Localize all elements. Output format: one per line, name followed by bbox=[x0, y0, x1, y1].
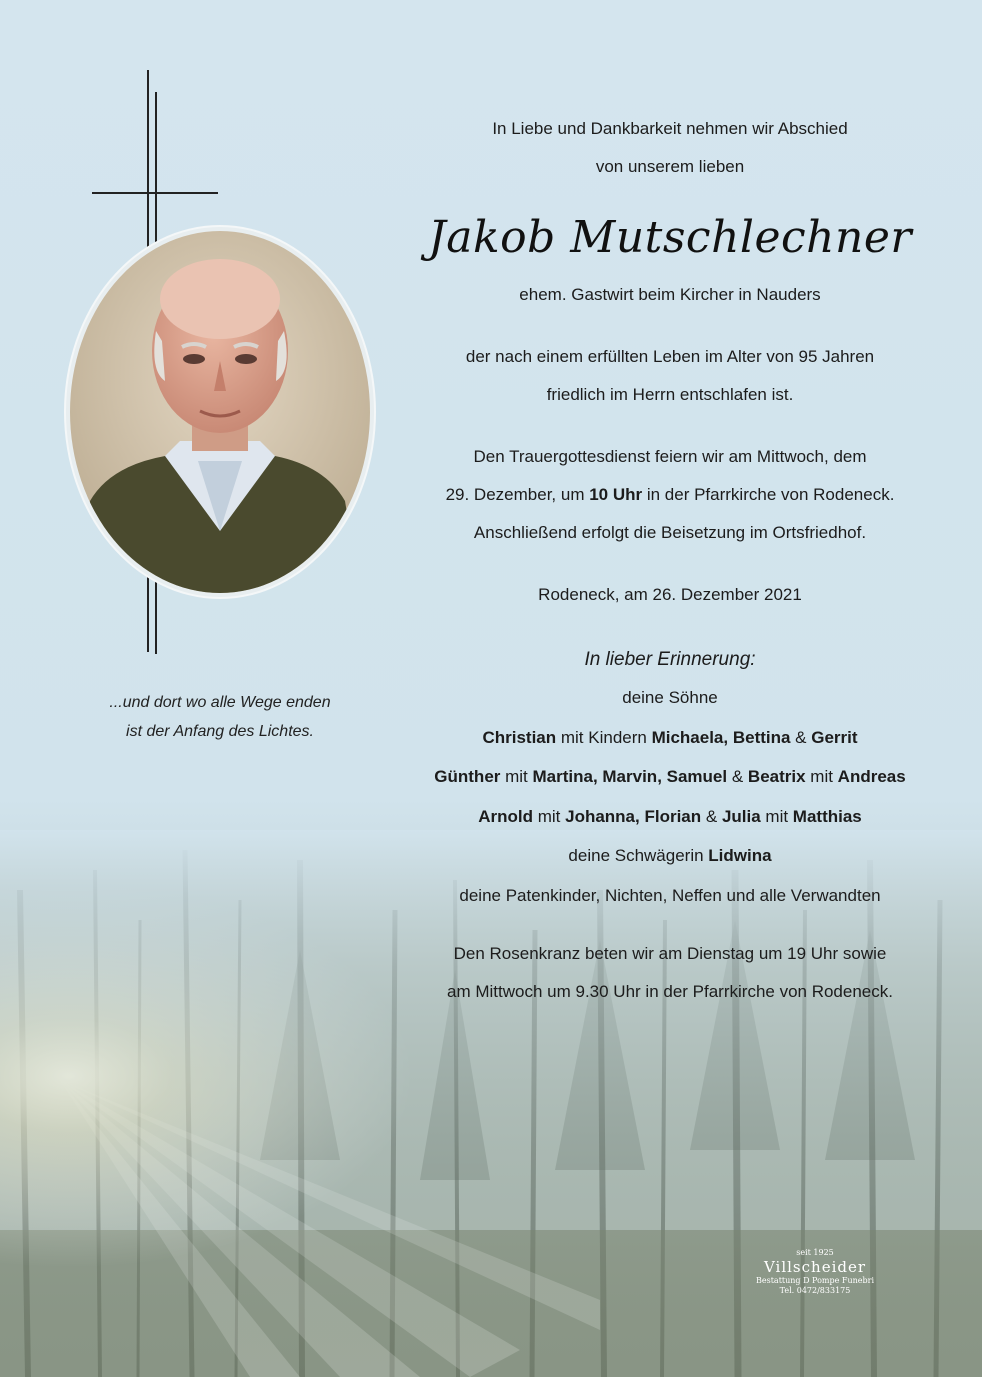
funeral-home-logo bbox=[740, 1248, 890, 1296]
quote-line: ist der Anfang des Lichtes. bbox=[126, 723, 314, 740]
logo-subtitle: Bestattung D Pompe Funebri bbox=[755, 1276, 874, 1285]
occupation: ehem. Gastwirt beim Kircher in Nauders bbox=[519, 285, 821, 304]
passing-line: der nach einem erfüllten Leben im Alter von 95 Jahren bbox=[465, 347, 875, 366]
cross-horizontal-line bbox=[92, 192, 218, 194]
rosary-info bbox=[380, 935, 960, 1011]
family-row: Günther mit Martina, Marvin, Samuel & Beatrix mit Andreas bbox=[434, 767, 906, 786]
funeral-line: 29. Dezember, um 10 Uhr in der Pfarrkirche von Rodeneck. bbox=[445, 485, 895, 504]
quote-line: ...und dort wo alle Wege enden bbox=[109, 694, 331, 711]
intro-text bbox=[380, 110, 960, 186]
portrait-illustration bbox=[70, 231, 370, 593]
funeral-info bbox=[380, 438, 960, 552]
passing-line: friedlich im Herrn entschlafen ist. bbox=[546, 385, 794, 404]
family-row: Arnold mit Johanna, Florian & Julia mit Matthias bbox=[478, 806, 862, 826]
memory-heading: In lieber Erinnerung: bbox=[584, 649, 756, 670]
family-row: Christian mit Kindern Michaela, Bettina & Gerrit bbox=[482, 727, 858, 747]
funeral-time: 10 Uhr bbox=[589, 485, 643, 504]
intro-line: In Liebe und Dankbarkeit nehmen wir Abschied bbox=[492, 119, 848, 138]
rosary-line: am Mittwoch um 9.30 Uhr in der Pfarrkirche von Rodeneck. bbox=[447, 982, 893, 1001]
logo-phone: Tel. 0472/833175 bbox=[779, 1286, 851, 1295]
deceased-name: Jakob Mutschlechner bbox=[428, 212, 912, 263]
logo-name: Villscheider bbox=[763, 1258, 867, 1276]
family-list bbox=[380, 678, 960, 915]
place-date: Rodeneck, am 26. Dezember 2021 bbox=[538, 585, 802, 604]
portrait-photo bbox=[70, 231, 370, 593]
funeral-line: Anschließend erfolgt die Beisetzung im Ortsfriedhof. bbox=[473, 523, 867, 542]
sons-label: deine Söhne bbox=[622, 688, 718, 707]
rosary-line: Den Rosenkranz beten wir am Dienstag um 19 Uhr sowie bbox=[453, 944, 887, 963]
family-row: deine Schwägerin Lidwina bbox=[568, 846, 772, 865]
family-others: deine Patenkinder, Nichten, Neffen und alle Verwandten bbox=[459, 885, 881, 905]
logo-since: seit 1925 bbox=[796, 1248, 834, 1257]
intro-line: von unserem lieben bbox=[595, 157, 745, 176]
memorial-quote bbox=[80, 688, 360, 746]
funeral-line: Den Trauergottesdienst feiern wir am Mittwoch, dem bbox=[473, 447, 867, 466]
passing-text bbox=[380, 338, 960, 414]
